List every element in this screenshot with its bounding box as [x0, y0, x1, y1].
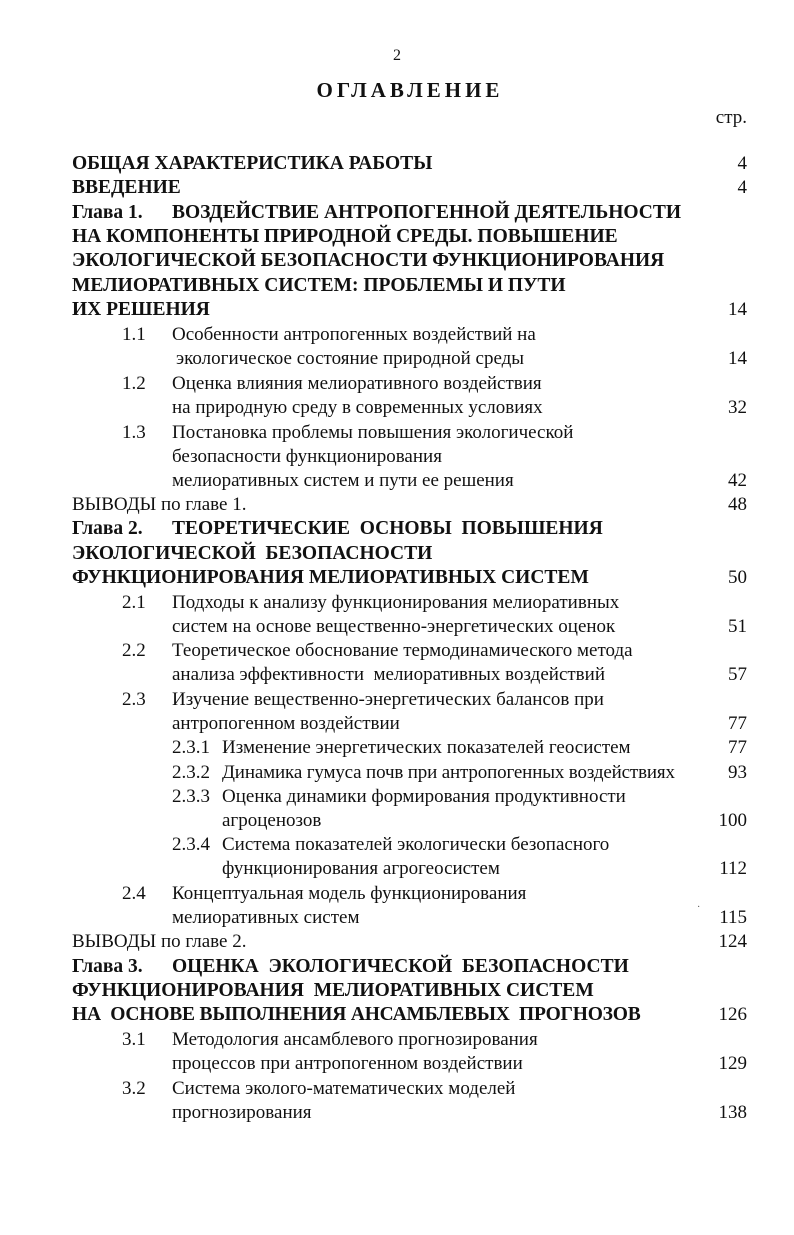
- chapter-title-line: ВОЗДЕЙСТВИЕ АНТРОПОГЕННОЙ ДЕЯТЕЛЬНОСТИ: [172, 202, 682, 223]
- section-line: мелиоративных систем и пути ее решения: [172, 470, 514, 491]
- page-number: 2: [393, 47, 401, 64]
- section-line: прогнозирования: [172, 1102, 312, 1123]
- section-line: Особенности антропогенных воздействий на: [172, 324, 536, 345]
- subsection-page: 112: [719, 858, 747, 879]
- chapter-title-line: ИХ РЕШЕНИЯ: [72, 299, 210, 320]
- section-number: 3.1: [122, 1029, 146, 1050]
- section-number: 2.4: [122, 883, 146, 904]
- subsection-page: 93: [728, 762, 747, 783]
- subsection-line: Оценка динамики формирования продуктивности: [222, 786, 626, 807]
- section-page: 57: [728, 664, 747, 685]
- section-line: мелиоративных систем: [172, 907, 360, 928]
- page-column-header: стр.: [715, 107, 747, 128]
- chapter-title-line: ОЦЕНКА ЭКОЛОГИЧЕСКОЙ БЕЗОПАСНОСТИ: [172, 956, 629, 977]
- section-line: антропогенном воздействии: [172, 713, 400, 734]
- chapter-page: 50: [728, 567, 747, 588]
- section-page: 51: [728, 616, 747, 637]
- conclusions-entry: [72, 495, 246, 514]
- subsection-line: функционирования агрогеосистем: [222, 858, 500, 879]
- section-page: 115: [719, 907, 747, 928]
- subsection-line: Система показателей экологически безопасного: [222, 834, 610, 855]
- chapter-title-line: ФУНКЦИОНИРОВАНИЯ МЕЛИОРАТИВНЫХ СИСТЕМ: [72, 567, 589, 588]
- conclusions-entry: [72, 932, 246, 951]
- section-line: Система эколого-математических моделей: [172, 1078, 516, 1099]
- section-line: процессов при антропогенном воздействии: [172, 1053, 523, 1074]
- section-line: анализа эффективности мелиоративных воздействий: [172, 664, 605, 685]
- entry-page: 4: [737, 177, 747, 198]
- entry-label: ВВЕДЕНИЕ: [72, 177, 181, 198]
- section-line: Постановка проблемы повышения экологической: [172, 422, 574, 443]
- conclusions-rest: по главе 1.: [156, 494, 247, 515]
- section-line: Изучение вещественно-энергетических балансов при: [172, 689, 604, 710]
- subsection-number: 2.3.2: [172, 762, 210, 783]
- chapter-title-line: ТЕОРЕТИЧЕСКИЕ ОСНОВЫ ПОВЫШЕНИЯ: [172, 518, 603, 539]
- chapter-title-line: МЕЛИОРАТИВНЫХ СИСТЕМ: ПРОБЛЕМЫ И ПУТИ: [72, 275, 566, 296]
- chapter-prefix: Глава 3.: [72, 956, 143, 977]
- conclusions-page: 48: [728, 494, 747, 515]
- section-number: 1.1: [122, 324, 146, 345]
- section-page: 138: [718, 1102, 747, 1123]
- chapter-prefix: Глава 2.: [72, 518, 143, 539]
- section-line: Теоретическое обоснование термодинамического метода: [172, 640, 633, 661]
- chapter-title-line: ФУНКЦИОНИРОВАНИЯ МЕЛИОРАТИВНЫХ СИСТЕМ: [72, 980, 594, 1001]
- section-line: Концептуальная модель функционирования: [172, 883, 527, 904]
- section-page: 42: [728, 470, 747, 491]
- section-number: 1.2: [122, 373, 146, 394]
- conclusions-caps: ВЫВОДЫ: [72, 494, 157, 515]
- chapter-page: 14: [728, 299, 747, 320]
- subsection-page: 77: [728, 737, 747, 758]
- section-number: 1.3: [122, 422, 146, 443]
- subsection-number: 2.3.3: [172, 786, 210, 807]
- section-number: 3.2: [122, 1078, 146, 1099]
- section-line: на природную среду в современных условиях: [172, 397, 543, 418]
- section-number: 2.3: [122, 689, 146, 710]
- conclusions-rest: по главе 2.: [156, 931, 247, 952]
- entry-page: 4: [737, 153, 747, 174]
- section-line: Методология ансамблевого прогнозирования: [172, 1029, 538, 1050]
- section-number: 2.2: [122, 640, 146, 661]
- section-line: Подходы к анализу функционирования мелиоративных: [172, 592, 620, 613]
- subsection-number: 2.3.4: [172, 834, 210, 855]
- section-line: экологическое состояние природной среды: [176, 348, 525, 369]
- chapter-title-line: ЭКОЛОГИЧЕСКОЙ БЕЗОПАСНОСТИ: [72, 543, 433, 564]
- section-number: 2.1: [122, 592, 146, 613]
- subsection-line: агроценозов: [222, 810, 322, 831]
- chapter-prefix: Глава 1.: [72, 202, 143, 223]
- chapter-title-line: ЭКОЛОГИЧЕСКОЙ БЕЗОПАСНОСТИ ФУНКЦИОНИРОВАНИЯ: [72, 250, 665, 271]
- section-page: 32: [728, 397, 747, 418]
- chapter-title-line: НА КОМПОНЕНТЫ ПРИРОДНОЙ СРЕДЫ. ПОВЫШЕНИЕ: [72, 226, 618, 247]
- chapter-title-line: НА ОСНОВЕ ВЫПОЛНЕНИЯ АНСАМБЛЕВЫХ ПРОГНОЗОВ: [72, 1004, 641, 1025]
- toc-title: ОГЛАВЛЕНИЕ: [316, 78, 504, 102]
- subsection-page: 100: [718, 810, 747, 831]
- section-line: систем на основе вещественно-энергетических оценок: [172, 616, 616, 637]
- conclusions-caps: ВЫВОДЫ: [72, 931, 157, 952]
- scan-speck: ·: [697, 902, 701, 913]
- entry-label: ОБЩАЯ ХАРАКТЕРИСТИКА РАБОТЫ: [72, 153, 433, 174]
- subsection-number: 2.3.1: [172, 737, 210, 758]
- section-page: 77: [728, 713, 747, 734]
- subsection-line: Изменение энергетических показателей геосистем: [222, 737, 631, 758]
- section-line: Оценка влияния мелиоративного воздействия: [172, 373, 542, 394]
- subsection-line: Динамика гумуса почв при антропогенных воздействиях: [222, 762, 675, 783]
- section-page: 129: [718, 1053, 747, 1074]
- chapter-page: 126: [718, 1004, 747, 1025]
- section-line: безопасности функционирования: [172, 446, 442, 467]
- conclusions-page: 124: [718, 931, 747, 952]
- section-page: 14: [728, 348, 747, 369]
